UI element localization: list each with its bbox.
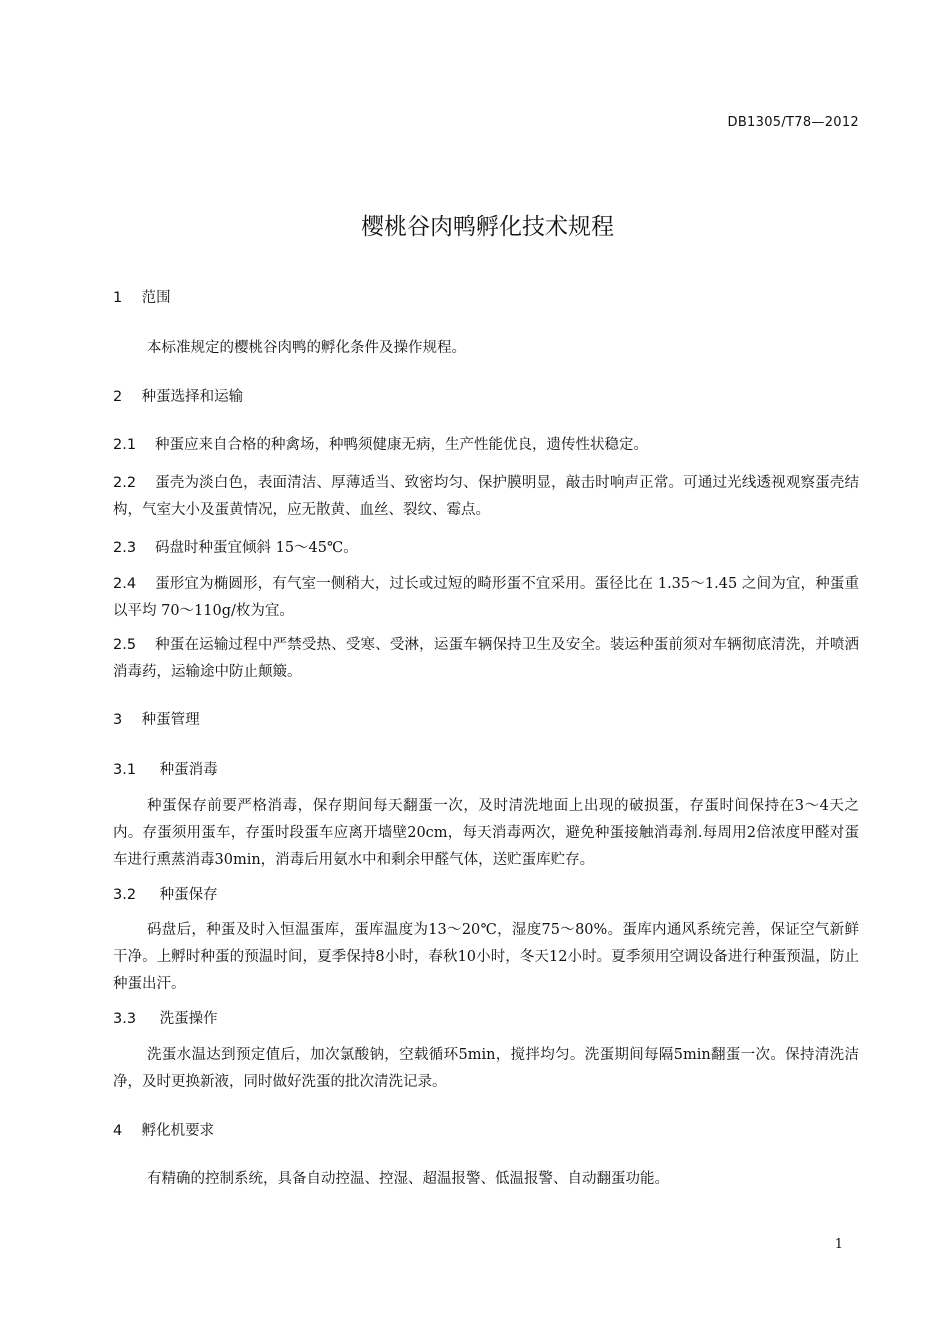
clause-number: 2.2 — [113, 475, 137, 491]
subsection-number: 3.3 — [113, 1011, 137, 1027]
section-number: 1 — [113, 290, 123, 306]
section-title: 范围 — [141, 290, 171, 306]
subsection-3-1-heading — [113, 758, 859, 782]
section-title: 种蛋管理 — [141, 712, 200, 728]
clause-number: 2.1 — [113, 437, 137, 453]
section-2-heading — [113, 385, 859, 409]
subsection-3-1-text: 种蛋保存前要严格消毒，保存期间每天翻蛋一次，及时清洗地面上出现的破损蛋，存蛋时间保持在3～4天之内。存蛋须用蛋车，存蛋时段蛋车应离开墙壁20cm，每天消毒两次，避免种蛋接触消毒剂.每周用2倍浓度甲醛对蛋车进行熏蒸消毒30min，消毒后用氨水中和剩余甲醛气体，送贮蛋库贮存。 — [113, 798, 859, 868]
document-code: DB1305/T78—2012 — [727, 115, 859, 130]
subsection-3-3-text: 洗蛋水温达到预定值后，加次氯酸钠，空载循环5min，搅拌均匀。洗蛋期间每隔5min翻蛋一次。保持清洗洁净，及时更换新液，同时做好洗蛋的批次清洗记录。 — [113, 1047, 859, 1090]
section-3-heading — [113, 708, 859, 732]
section-4-heading — [113, 1119, 859, 1143]
clause-2-1 — [113, 432, 859, 459]
clause-2-3 — [113, 535, 859, 562]
section-4-text: 有精确的控制系统，具备自动控温、控湿、超温报警、低温报警、自动翻蛋功能。 — [147, 1171, 669, 1187]
section-1-heading — [113, 286, 859, 310]
subsection-number: 3.1 — [113, 762, 137, 778]
section-number: 4 — [113, 1123, 123, 1139]
clause-text: 种蛋在运输过程中严禁受热、受寒、受淋，运蛋车辆保持卫生及安全。装运种蛋前须对车辆彻底清洗，并喷洒消毒药，运输途中防止颠簸。 — [113, 637, 859, 680]
subsection-number: 3.2 — [113, 887, 137, 903]
clause-text: 蛋壳为淡白色，表面清洁、厚薄适当、致密均匀、保护膜明显，敲击时响声正常。可通过光线透视观察蛋壳结构，气室大小及蛋黄情况，应无散黄、血丝、裂纹、霉点。 — [113, 475, 859, 518]
section-title: 孵化机要求 — [141, 1123, 215, 1139]
section-title: 种蛋选择和运输 — [141, 389, 244, 405]
section-number: 2 — [113, 389, 123, 405]
clause-2-2 — [113, 470, 859, 524]
section-1-text: 本标准规定的樱桃谷肉鸭的孵化条件及操作规程。 — [147, 340, 466, 356]
subsection-title: 洗蛋操作 — [159, 1011, 218, 1027]
clause-2-4 — [113, 571, 859, 625]
page-number: 1 — [834, 1237, 843, 1252]
clause-number: 2.4 — [113, 576, 137, 592]
clause-text: 种蛋应来自合格的种禽场，种鸭须健康无病，生产性能优良，遗传性状稳定。 — [155, 437, 648, 453]
section-number: 3 — [113, 712, 123, 728]
clause-text: 蛋形宜为椭圆形，有气室一侧稍大，过长或过短的畸形蛋不宜采用。蛋径比在 1.35～1.45 之间为宜，种蛋重以平均 70～110g/枚为宜。 — [113, 576, 859, 619]
clause-number: 2.5 — [113, 637, 137, 653]
subsection-3-3-heading — [113, 1007, 859, 1031]
subsection-3-2-heading — [113, 883, 859, 907]
clause-2-5 — [113, 632, 859, 686]
clause-number: 2.3 — [113, 540, 137, 556]
document-title: 樱桃谷肉鸭孵化技术规程 — [361, 214, 614, 240]
subsection-title: 种蛋保存 — [159, 887, 218, 903]
clause-text: 码盘时种蛋宜倾斜 15～45℃。 — [155, 540, 358, 556]
subsection-3-2-text: 码盘后，种蛋及时入恒温蛋库，蛋库温度为13～20℃，湿度75～80%。蛋库内通风系统完善，保证空气新鲜干净。上孵时种蛋的预温时间，夏季保持8小时，春秋10小时，冬天12小时。夏季须用空调设备进行种蛋预温，防止种蛋出汗。 — [113, 922, 859, 992]
subsection-title: 种蛋消毒 — [159, 762, 218, 778]
